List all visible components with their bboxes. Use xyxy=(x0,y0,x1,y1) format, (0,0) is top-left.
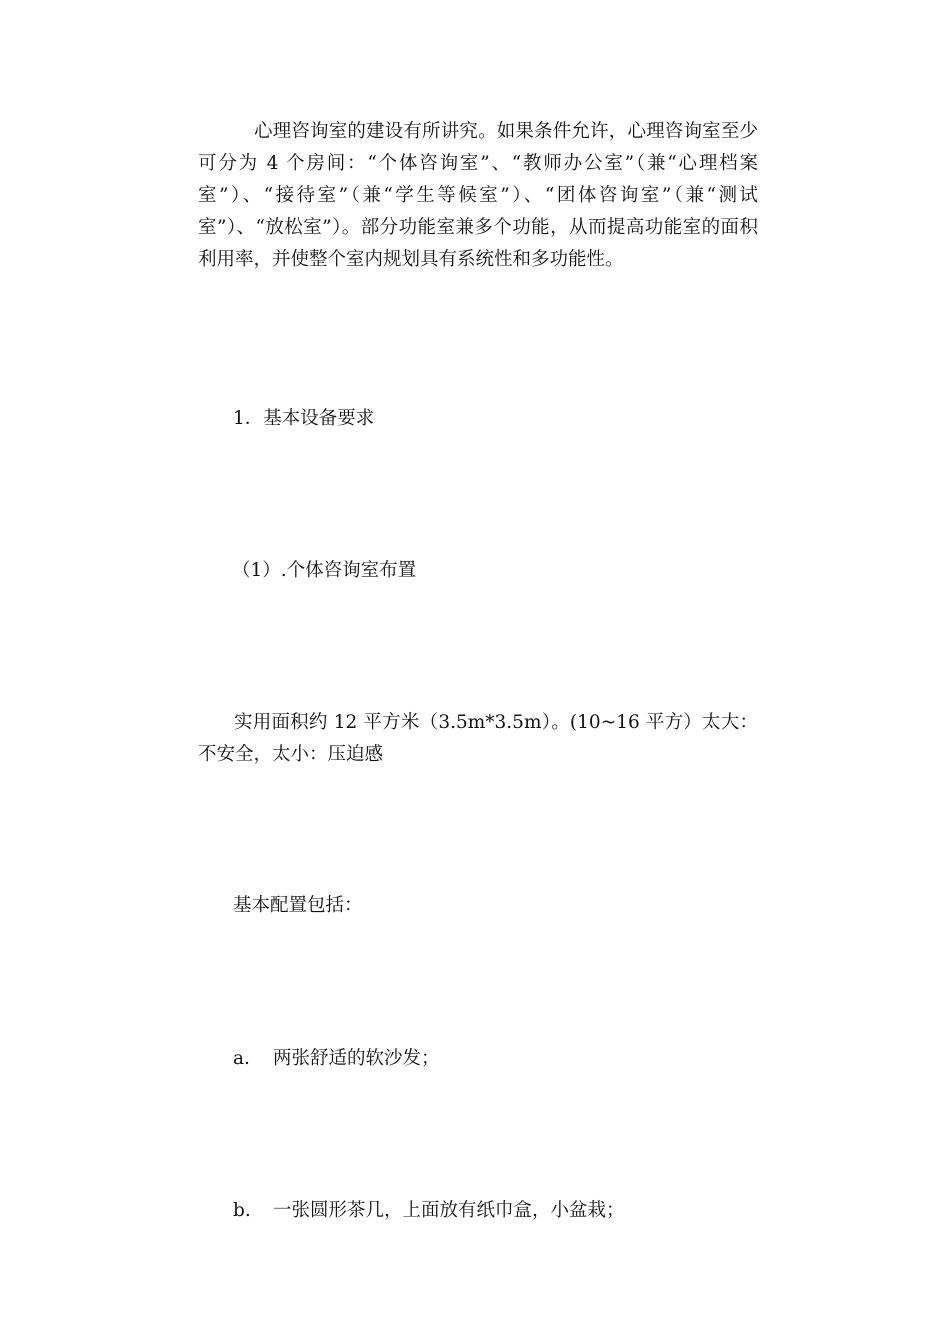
list-item-text: 两张舒适的软沙发； xyxy=(273,1048,440,1069)
list-item-text: 一张圆形茶几，上面放有纸巾盒，小盆栽； xyxy=(273,1200,625,1221)
list-item-marker: a. xyxy=(233,1048,250,1069)
config-intro: 基本配置包括： xyxy=(233,895,363,916)
area-paragraph: 实用面积约 12 平方米（3.5m*3.5m）。(10~16 平方）太大：不安全，太小：压迫感 xyxy=(198,712,758,765)
list-item xyxy=(233,1043,440,1075)
intro-paragraph: 心理咨询室的建设有所讲究。如果条件允许，心理咨询室至少可分为 4 个房间：“个体咨询室”、“教师办公室”（兼“心理档案室”）、“接待室”（兼“学生等候室”）、“团体咨询室”（兼“测试室”）、“放松室”）。部分功能室兼多个功能，从而提高功能室的面积利用率，并使整个室内规划具有系统性和多功能性。 xyxy=(198,121,758,270)
list-item xyxy=(233,1195,625,1227)
list-item-marker: b. xyxy=(233,1200,251,1221)
subsection-heading-individual-room: （1）.个体咨询室布置 xyxy=(232,560,417,581)
section-heading-basic-equipment: 1．基本设备要求 xyxy=(233,408,375,429)
